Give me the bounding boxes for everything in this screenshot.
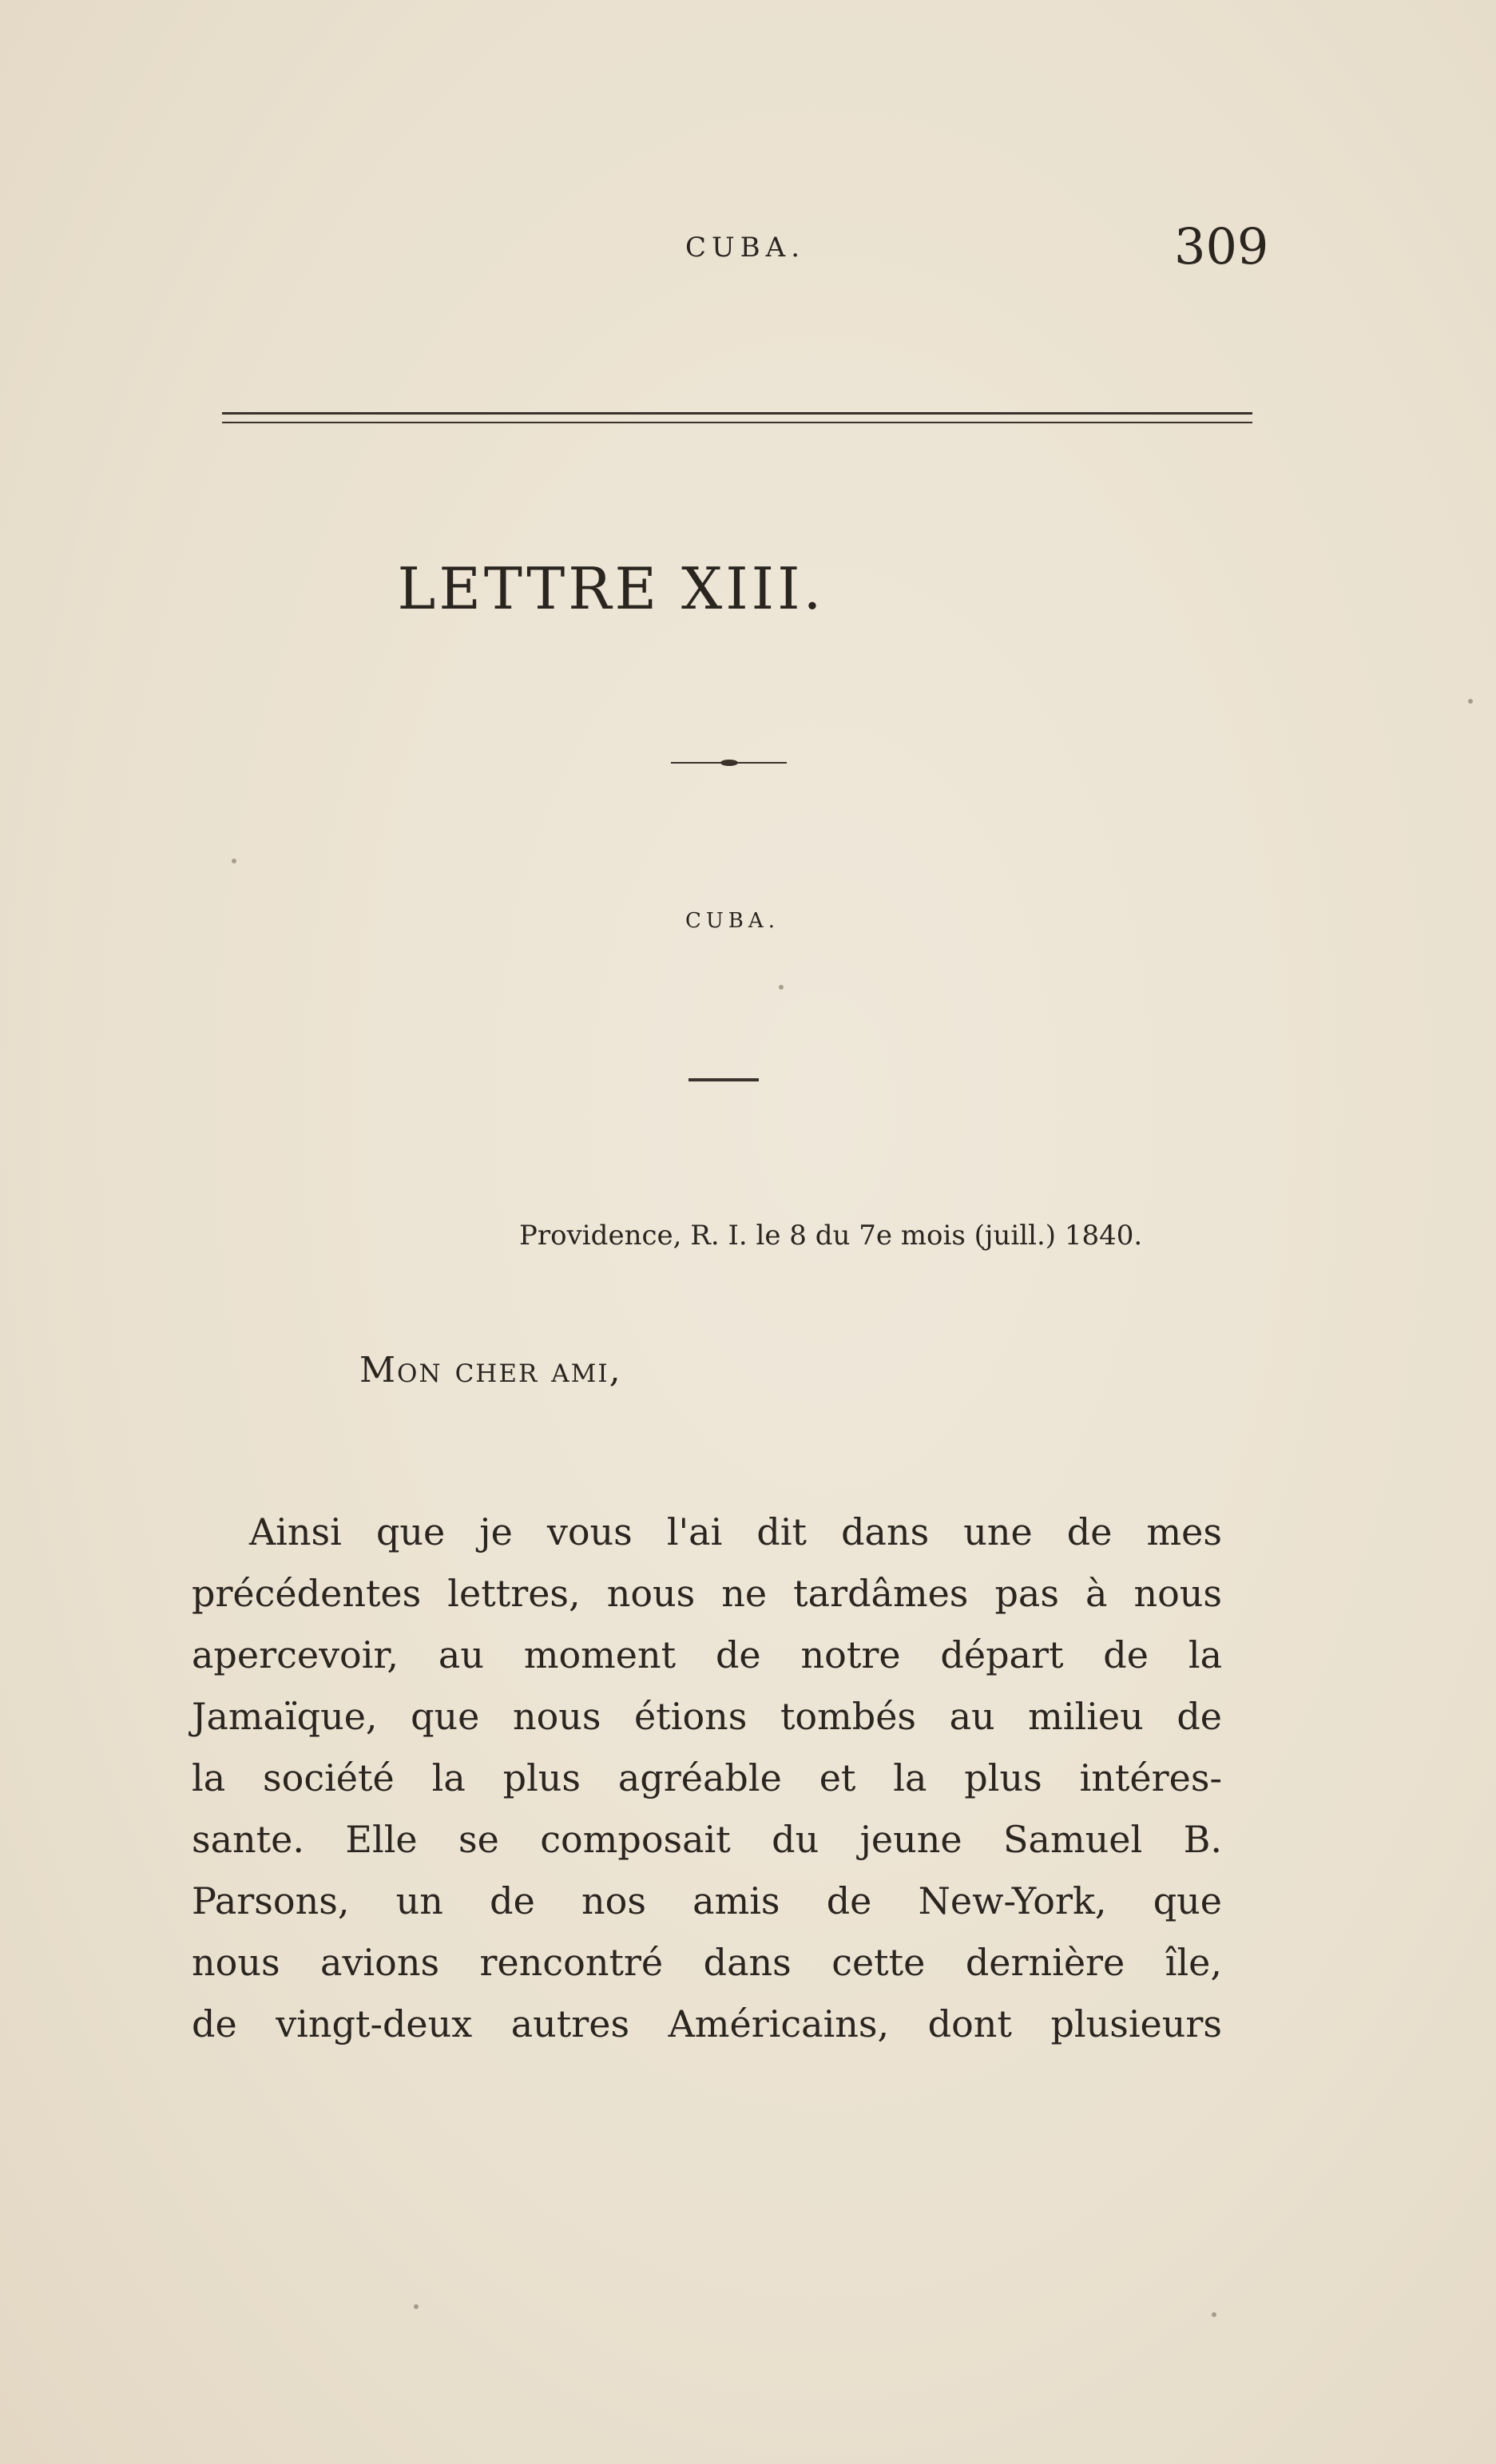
short-divider-rule [688, 1078, 759, 1081]
body-line: précédentes lettres, nous ne tardâmes pas à nous [192, 1572, 1222, 1615]
body-line: Ainsi que je vous l'ai dit dans une de mes [249, 1510, 1222, 1553]
body-line: apercevoir, au moment de notre départ de la [192, 1633, 1222, 1676]
dateline: Providence, R. I. le 8 du 7e mois (juill.) 1840. [519, 1220, 1143, 1252]
paper-speck [232, 859, 236, 863]
running-head-title: CUBA. [685, 232, 806, 264]
body-line: nous avions rencontré dans cette dernière île, [192, 1941, 1222, 1984]
paper-speck [414, 2304, 419, 2309]
page-number: 309 [1174, 217, 1269, 276]
paper-speck [1212, 2312, 1216, 2317]
running-head [0, 217, 1496, 288]
body-line: sante. Elle se composait du jeune Samuel B. [192, 1818, 1222, 1861]
letter-title: LETTRE XIII. [397, 555, 825, 622]
salutation: Mon cher ami, [359, 1350, 622, 1391]
body-line: Jamaïque, que nous étions tombés au milieu de [192, 1695, 1222, 1738]
header-double-rule [222, 412, 1252, 423]
ornament-divider [671, 759, 787, 767]
ornament-center [720, 760, 738, 766]
body-line: Parsons, un de nos amis de New-York, que [192, 1879, 1222, 1922]
body-paragraph [192, 1502, 1222, 2055]
body-line: de vingt-deux autres Américains, dont plusieurs [192, 2002, 1222, 2045]
body-line: la société la plus agréable et la plus intéres- [192, 1756, 1222, 1799]
paper-speck [779, 985, 784, 990]
paper-speck [1468, 699, 1473, 704]
letter-subject: CUBA. [685, 909, 780, 933]
